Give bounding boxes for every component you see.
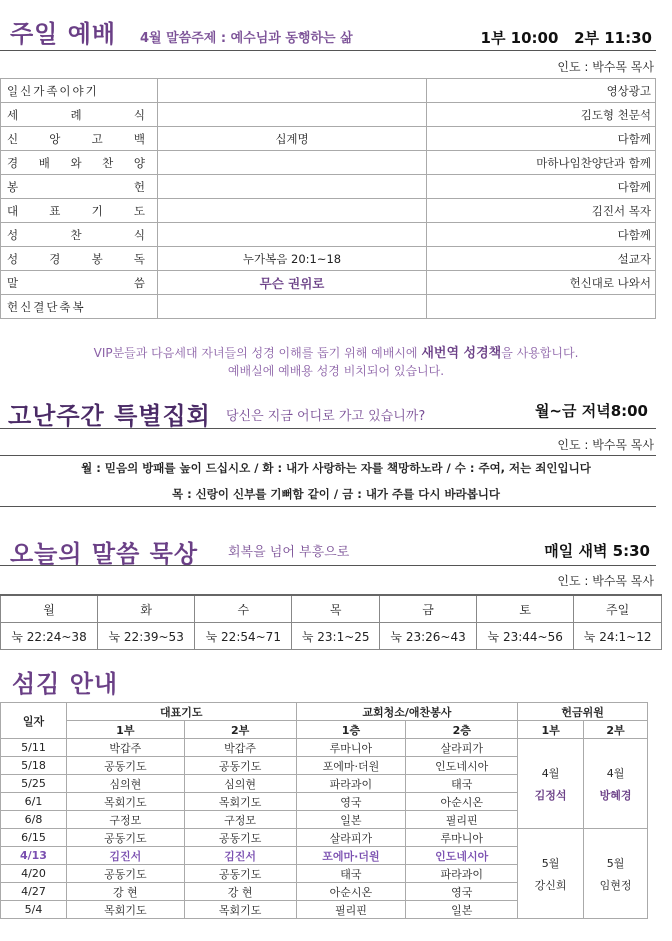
service-row bbox=[1, 739, 648, 757]
service-p1: 목회기도 bbox=[66, 901, 184, 919]
service-p1: 공동기도 bbox=[66, 757, 184, 775]
order-item: 대 표 기 도 bbox=[7, 203, 145, 218]
order-item: 헌신결단축복 bbox=[7, 299, 86, 314]
service-p1: 김진서 bbox=[66, 847, 184, 865]
order-person: 김진서 목자 bbox=[427, 199, 656, 223]
day-label: 화 bbox=[98, 595, 195, 623]
service-f1: 아순시온 bbox=[296, 883, 406, 901]
day-label: 수 bbox=[195, 595, 292, 623]
offering-cell bbox=[584, 739, 648, 829]
offering-month: 4월 bbox=[606, 766, 625, 780]
header-date: 일자 bbox=[1, 703, 67, 739]
offering-name: 임현정 bbox=[599, 878, 632, 892]
service-f2: 영국 bbox=[406, 883, 518, 901]
service-p1: 목회기도 bbox=[66, 793, 184, 811]
order-person: 다함께 bbox=[427, 127, 656, 151]
order-item: 신 앙 고 백 bbox=[7, 131, 145, 146]
service-f2: 아순시온 bbox=[406, 793, 518, 811]
service-p2: 구정모 bbox=[184, 811, 296, 829]
offering-month: 4월 bbox=[541, 766, 560, 780]
order-row bbox=[1, 223, 656, 247]
worship-order-table bbox=[0, 78, 656, 319]
order-row bbox=[1, 151, 656, 175]
meditation-title: 오늘의 말씀 묵상 bbox=[10, 540, 198, 568]
order-row bbox=[1, 127, 656, 151]
order-detail bbox=[158, 79, 427, 103]
service-p2: 심의현 bbox=[184, 775, 296, 793]
order-person: 마하나임찬양단과 함께 bbox=[427, 151, 656, 175]
offering-cell bbox=[584, 829, 648, 919]
service-date: 5/11 bbox=[1, 739, 67, 757]
service-f1: 포에마·더원 bbox=[296, 757, 406, 775]
passion-line-1: 월 : 믿음의 방패를 높이 드십시오 / 화 : 내가 사랑하는 자를 책망하노라 / 수 : 주여, 저는 죄인입니다 bbox=[81, 461, 591, 475]
meditation-table bbox=[0, 594, 662, 650]
order-row bbox=[1, 175, 656, 199]
service-p2: 공동기도 bbox=[184, 865, 296, 883]
bible-note: VIP분들과 다음세대 자녀들의 성경 이해를 돕기 위해 예배시에 새번역 성경책을 사용합니다. bbox=[93, 346, 579, 361]
meditation-time: 매일 새벽 5:30 bbox=[544, 542, 650, 560]
service-p1: 박갑주 bbox=[66, 739, 184, 757]
passion-line-2: 목 : 신랑이 신부를 기뻐함 같이 / 금 : 내가 주를 다시 바라봅니다 bbox=[171, 487, 501, 501]
offering-name: 방혜경 bbox=[599, 788, 632, 802]
order-detail bbox=[158, 199, 427, 223]
service-date: 5/25 bbox=[1, 775, 67, 793]
service-date: 6/8 bbox=[1, 811, 67, 829]
service-p1: 공동기도 bbox=[66, 865, 184, 883]
service-f1: 포에마·더원 bbox=[296, 847, 406, 865]
service-table bbox=[0, 702, 648, 919]
order-detail: 무슨 권위로 bbox=[158, 271, 427, 295]
service-f2: 태국 bbox=[406, 775, 518, 793]
service-date: 4/13 bbox=[1, 847, 67, 865]
day-verse: 눅 23:44~56 bbox=[477, 623, 574, 650]
worship-times: 1부 10:00 2부 11:30 bbox=[480, 29, 652, 47]
order-item: 성 찬 식 bbox=[7, 227, 145, 242]
order-item: 일신가족이야기 bbox=[7, 83, 99, 98]
bible-note-2: 예배실에 예배용 성경 비치되어 있습니다. bbox=[227, 364, 445, 378]
order-item: 경 배 와 찬 양 bbox=[7, 155, 145, 170]
order-person: 영상광고 bbox=[427, 79, 656, 103]
day-label: 토 bbox=[477, 595, 574, 623]
order-row bbox=[1, 271, 656, 295]
order-detail: 누가복음 20:1~18 bbox=[158, 247, 427, 271]
service-f2: 루마니아 bbox=[406, 829, 518, 847]
day-verse: 눅 22:39~53 bbox=[98, 623, 195, 650]
passion-subtitle: 당신은 지금 어디로 가고 있습니까? bbox=[226, 409, 426, 424]
order-person: 헌신대로 나와서 bbox=[427, 271, 656, 295]
order-person: 김도형 천문석 bbox=[427, 103, 656, 127]
service-date: 5/18 bbox=[1, 757, 67, 775]
service-f2: 인도네시아 bbox=[406, 757, 518, 775]
meditation-leader: 인도 : 박수목 목사 bbox=[557, 574, 654, 588]
order-row bbox=[1, 79, 656, 103]
service-p2: 공동기도 bbox=[184, 829, 296, 847]
day-verse: 눅 23:26~43 bbox=[380, 623, 477, 650]
service-f1: 루마니아 bbox=[296, 739, 406, 757]
order-person: 다함께 bbox=[427, 223, 656, 247]
order-detail bbox=[158, 103, 427, 127]
offering-month: 5월 bbox=[606, 856, 625, 870]
service-date: 4/20 bbox=[1, 865, 67, 883]
service-date: 6/1 bbox=[1, 793, 67, 811]
service-p1: 심의현 bbox=[66, 775, 184, 793]
service-f1: 살라피가 bbox=[296, 829, 406, 847]
service-date: 5/4 bbox=[1, 901, 67, 919]
service-p2: 김진서 bbox=[184, 847, 296, 865]
service-p2: 강 현 bbox=[184, 883, 296, 901]
meditation-subtitle: 회복을 넘어 부흥으로 bbox=[228, 545, 350, 560]
service-p1: 강 현 bbox=[66, 883, 184, 901]
day-verse: 눅 23:1~25 bbox=[292, 623, 380, 650]
order-person bbox=[427, 295, 656, 319]
offering-cell bbox=[518, 739, 584, 829]
service-p1: 구정모 bbox=[66, 811, 184, 829]
service-f2: 일본 bbox=[406, 901, 518, 919]
service-p2: 박갑주 bbox=[184, 739, 296, 757]
offering-name: 김정석 bbox=[534, 788, 567, 802]
passion-time: 월~금 저녁8:00 bbox=[534, 402, 648, 420]
service-f2: 인도네시아 bbox=[406, 847, 518, 865]
service-p2: 목회기도 bbox=[184, 901, 296, 919]
service-f1: 태국 bbox=[296, 865, 406, 883]
service-p1: 공동기도 bbox=[66, 829, 184, 847]
order-detail bbox=[158, 175, 427, 199]
header-offering: 헌금위원 bbox=[518, 703, 648, 721]
order-detail bbox=[158, 151, 427, 175]
header-2bu: 2부 bbox=[184, 721, 296, 739]
header-1f: 1층 bbox=[296, 721, 406, 739]
order-row bbox=[1, 295, 656, 319]
service-f2: 살라피가 bbox=[406, 739, 518, 757]
day-verse: 눅 22:54~71 bbox=[195, 623, 292, 650]
order-detail: 십계명 bbox=[158, 127, 427, 151]
order-row bbox=[1, 247, 656, 271]
order-detail bbox=[158, 295, 427, 319]
header-1bu: 1부 bbox=[66, 721, 184, 739]
day-label: 금 bbox=[380, 595, 477, 623]
service-f2: 파라과이 bbox=[406, 865, 518, 883]
service-f1: 일본 bbox=[296, 811, 406, 829]
day-label: 목 bbox=[292, 595, 380, 623]
order-item: 세 례 식 bbox=[7, 107, 145, 122]
header-prayer: 대표기도 bbox=[66, 703, 296, 721]
offering-cell bbox=[518, 829, 584, 919]
offering-month: 5월 bbox=[541, 856, 560, 870]
service-f1: 영국 bbox=[296, 793, 406, 811]
order-item: 말 씀 bbox=[7, 275, 145, 290]
header-offering-1bu: 1부 bbox=[518, 721, 584, 739]
service-p2: 공동기도 bbox=[184, 757, 296, 775]
service-f1: 파라과이 bbox=[296, 775, 406, 793]
worship-theme: 4월 말씀주제 : 예수님과 동행하는 삶 bbox=[140, 31, 353, 46]
order-person: 다함께 bbox=[427, 175, 656, 199]
header-clean: 교회청소/애찬봉사 bbox=[296, 703, 518, 721]
service-f1: 필리핀 bbox=[296, 901, 406, 919]
service-title: 섬김 안내 bbox=[12, 670, 119, 698]
service-date: 6/15 bbox=[1, 829, 67, 847]
day-label: 월 bbox=[1, 595, 98, 623]
day-label: 주일 bbox=[574, 595, 662, 623]
order-detail bbox=[158, 223, 427, 247]
order-row bbox=[1, 103, 656, 127]
offering-name: 강신희 bbox=[534, 878, 567, 892]
service-row bbox=[1, 829, 648, 847]
order-item: 성 경 봉 독 bbox=[7, 251, 145, 266]
passion-leader: 인도 : 박수목 목사 bbox=[557, 438, 654, 452]
order-person: 설교자 bbox=[427, 247, 656, 271]
header-offering-2bu: 2부 bbox=[584, 721, 648, 739]
day-verse: 눅 22:24~38 bbox=[1, 623, 98, 650]
order-row bbox=[1, 199, 656, 223]
service-p2: 목회기도 bbox=[184, 793, 296, 811]
service-f2: 필리핀 bbox=[406, 811, 518, 829]
passion-title: 고난주간 특별집회 bbox=[8, 402, 211, 430]
service-date: 4/27 bbox=[1, 883, 67, 901]
header-2f: 2층 bbox=[406, 721, 518, 739]
worship-title: 주일 예배 bbox=[10, 20, 117, 48]
worship-leader: 인도 : 박수목 목사 bbox=[557, 60, 654, 74]
order-item: 봉 헌 bbox=[7, 179, 145, 194]
day-verse: 눅 24:1~12 bbox=[574, 623, 662, 650]
